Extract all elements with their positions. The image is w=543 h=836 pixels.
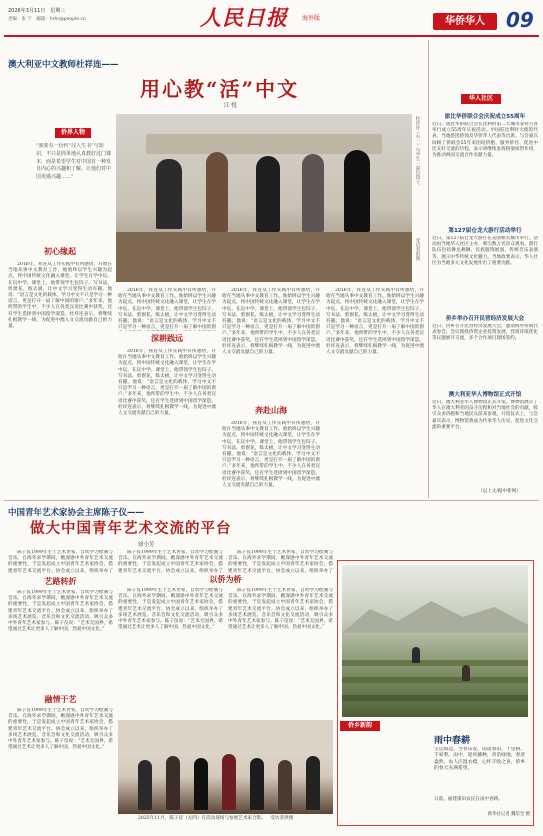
sidebar-source: （以上文/据中新网） [478, 489, 521, 494]
poem-body: 宝运海边，当春乐发。雨落春田，十里耕，千家犁。雨中，迎风播种，青苗绿地，春意盎然，农人汗湿衣襟，心怀丰收之喜，侨乡的春天充满希望。 [434, 747, 526, 772]
sidebar-news-1-title: 旅比华侨联合会庆祝成立55周年 [444, 114, 526, 120]
section-divider [4, 500, 539, 501]
field-row [342, 660, 528, 666]
mountain-shape [342, 593, 528, 633]
section-title: 华侨华人 [445, 16, 485, 27]
article1-body-col4: 2016年，祥连从工作实践中有所感悟，开始在当地从事中文教育工作。他始终以学生兴趣为起点，将中国传统文化融入课堂，让学生在学中玩、在玩中学。课堂上，他带领学生包饺子、写书法、剪窗花、练太极，让中文学习变得生动有趣。他说：“语言是文化的载体，学习中文不只是学习一种语言，更是打开一扇了解中国的窗户。”多年来，他所带的学生中，不少人在各类汉语比赛中获奖，还有学生选择到中国留学深造。杜祥连表示，将继续扎根教学一线，为促进中澳人文交流贡献自己的力量。 [326, 288, 424, 356]
person-figure [344, 150, 370, 232]
sidebar-news-3-title: 侨乡举办召开民营经济发展大会 [445, 316, 525, 322]
article1-subhead-2: 深耕践远 [151, 334, 183, 343]
poem-photo [342, 565, 528, 717]
sidebar-news-2-title: 第127届仓龙大游行活动举行 [448, 228, 522, 234]
person-figure [156, 159, 182, 229]
article2-body-col2: 陈子仪1999年生于艺术世家，自幼学习绘画与音乐。在海外求学期间，她深感中外青年艺术交流的重要性，于是发起成立中国青年艺术家协会，搭建青年艺术交流平台。协会成立以来，组织举办了 [118, 550, 223, 574]
sidebar-news-3-body: 近日，侨乡召开民营经济发展大会，邀请海外侨商代表参会。会议围绕侨资企业投资发展、营商环境优化等议题展开交流，多个合作项目现场签约。 [432, 324, 538, 342]
person-figure [166, 756, 180, 810]
article1-author: 江 悦 [224, 103, 237, 109]
person-figure [256, 156, 280, 232]
masthead-edition: 海外版 [302, 15, 321, 22]
article2-subhead-2: 以侨为桥 [209, 575, 242, 584]
article2-photo-caption: 2025年11月，陈子仪（左四）在活动现场与参展艺术家合影。 受访者供图 [138, 816, 294, 821]
article1-photo-credit: 受访者供图 [415, 238, 420, 261]
page-number: 09 [506, 8, 534, 32]
article1-quote: “我要有一份传“汉人生书”与知识，不只是简单地认真教好这门课本，而是希望学生对中国有一种发自内心的兴趣和了解，让他们对中国更感兴趣……” [36, 143, 112, 181]
article2-body-col1b: 陈子仪1999年生于艺术世家，自幼学习绘画与音乐。在海外求学期间，她深感中外青年艺术交流的重要性，于是发起成立中国青年艺术家协会，搭建青年艺术交流平台。协会成立以来，组织举办了多场艺术展览、音乐会和文化交流活动，吸引众多中外青年艺术家参与。陈子仪说：“艺术无国界，希望通过艺术让更多人了解中国、热爱中国文化。” [8, 708, 113, 751]
column-label-qiaoxiang-xinyun: 侨乡新韵 [340, 721, 380, 731]
article1-title: 用心教“活”中文 [140, 77, 300, 101]
person-figure [206, 152, 228, 232]
field-row [342, 695, 528, 701]
person-figure [222, 754, 236, 810]
person-figure [194, 758, 208, 810]
page-header [0, 0, 543, 36]
article1-body-col3b: 2016年，祥连从工作实践中有所感悟，开始在当地从事中文教育工作。他始终以学生兴趣为起点，将中国传统文化融入课堂，让学生在学中玩、在玩中学。课堂上，他带领学生包饺子、写书法、剪窗花、练太极，让中文学习变得生动有趣。他说：“语言是文化的载体，学习中文不只是学习一种语言，更是打开一扇了解中国的窗户。”多年来，他所带的学生中，不少人在各类汉语比赛中获奖，还有学生选择到中国留学深造。杜祥连表示，将继续扎根教学一线，为促进中澳人文交流贡献自己的力量。 [222, 421, 320, 489]
table-surface [116, 232, 412, 282]
article2-body-col3: 陈子仪1999年生于艺术世家，自幼学习绘画与音乐。在海外求学期间，她深感中外青年艺术交流的重要性，于是发起成立中国青年艺术家协会，搭建青年艺术交流平台。协会成立以来，组织举办了 [228, 550, 333, 574]
column-label-huaren-shequ: 华人社区 [461, 94, 501, 104]
section-badge [433, 13, 497, 30]
article2-photo [118, 720, 333, 814]
article1-kicker: 澳大利亚中文教师杜祥连—— [8, 60, 119, 70]
person-figure [278, 760, 292, 810]
article2-intro: 陈子仪1999年生于艺术世家，自幼学习绘画与音乐。在海外求学期间，她深感中外青年艺术交流的重要性，于是发起成立中国青年艺术家协会，搭建青年艺术交流平台。协会成立以来，组织举办了 [8, 550, 113, 574]
article1-subhead-1: 初心缘起 [44, 247, 76, 256]
header-divider [4, 35, 539, 37]
article2-body-col2b: 陈子仪1999年生于艺术世家，自幼学习绘画与音乐。在海外求学期间，她深感中外青年艺术交流的重要性，于是发起成立中国青年艺术家协会，搭建青年艺术交流平台。协会成立以来，组织举办了多场艺术展览、音乐会和文化交流活动，吸引众多中外青年艺术家参与。陈子仪说：“艺术无国界，希望通过艺术让更多人了解中国、热爱中国文化。” [118, 588, 223, 631]
sidebar-news-4-body: 近日，澳大利亚华人博物馆正式开馆。博物馆展示了华人在澳大利亚的奋斗历程和对当地社会的贡献，吸引众多侨胞和当地民众前来参观。开馆仪式上，与会嘉宾表示，博物馆将成为传承华人历史、促进文化交流的重要平台。 [432, 400, 538, 430]
person-figure [306, 756, 320, 810]
farmer-figure [412, 647, 420, 663]
article1-body-col1: 2016年，祥连从工作实践中有所感悟，开始在当地从事中文教育工作。他始终以学生兴趣为起点，将中国传统文化融入课堂，让学生在学中玩、在玩中学。课堂上，他带领学生包饺子、写书法、剪窗花、练太极，让中文学习变得生动有趣。他说：“语言是文化的载体，学习中文不只是学习一种语言，更是打开一扇了解中国的窗户。”多年来，他所带的学生中，不少人在各类汉语比赛中获奖，还有学生选择到中国留学深造。杜祥连表示，将继续扎根教学一线，为促进中澳人文交流贡献自己的力量。 [8, 262, 112, 330]
article1-subhead-3: 奔赴山海 [255, 406, 287, 415]
poem-title: 雨中春耕 [434, 736, 471, 746]
person-figure [138, 760, 152, 810]
article1-body-col2b: 2016年，祥连从工作实践中有所感悟，开始在当地从事中文教育工作。他始终以学生兴趣为起点，将中国传统文化融入课堂，让学生在学中玩、在玩中学。课堂上，他带领学生包饺子、写书法、剪窗花、练太极，让中文学习变得生动有趣。他说：“语言是文化的载体，学习中文不只是学习一种语言，更是打开一扇了解中国的窗户。”多年来，他所带的学生中，不少人在各类汉语比赛中获奖，还有学生选择到中国留学深造。杜祥连表示，将继续扎根教学一线，为促进中澳人文交流贡献自己的力量。 [118, 349, 216, 417]
sidebar-news-1-body: 近日，旅比华侨联合会在比利时第二大城市安特卫普举行成立55周年庆祝活动。中国驻比利时大使馆代表、当地侨团侨领及华侨华人代表等出席。与会嘉宾回顾了侨联会55年来团结侨胞、服务侨社、促进中比友好交流的历程，表示将继续发挥桥梁纽带作用，为推动两国交流合作贡献力量。 [432, 122, 538, 159]
sidebar-divider [428, 40, 429, 498]
sidebar-news-2-body: 近日，第127届仓龙大游行在美国相关城市举行。活动由当地华人社区主办，吸引数万名民众观看。游行队伍包括舞龙舞狮、民族服饰展演、传统音乐表演等，展示中华传统文化魅力。当地政要表示，华人社区为当地多元文化发展作出了重要贡献。 [432, 236, 538, 266]
poem-photo-credit: 新华社记者 魏培全 摄 [487, 812, 530, 817]
person-figure [302, 154, 324, 232]
article2-subhead-1: 艺路转折 [44, 577, 77, 586]
article1-body-col2: 2016年，祥连从工作实践中有所感悟，开始在当地从事中文教育工作。他始终以学生兴趣为起点，将中国传统文化融入课堂，让学生在学中玩、在玩中学。课堂上，他带领学生包饺子、写书法、剪窗花、练太极，让中文学习变得生动有趣。他说：“语言是文化的载体，学习中文不只是学习一种语言，更是打开一扇了解中国的窗 [118, 288, 216, 331]
sidebar-news-4-title: 澳大利亚华人博物馆正式开馆 [448, 392, 522, 398]
article2-kicker: 中国青年艺术家协会主席陈子仪—— [8, 508, 145, 518]
farmer-figure [462, 665, 470, 681]
article2-title: 做大中国青年艺术交流的平台 [30, 520, 232, 537]
masthead-logo: 人民日报 [200, 5, 288, 30]
article2-body-col1: 陈子仪1999年生于艺术世家，自幼学习绘画与音乐。在海外求学期间，她深感中外青年艺术交流的重要性，于是发起成立中国青年艺术家协会，搭建青年艺术交流平台。协会成立以来，组织举办了多场艺术展览、音乐会和文化交流活动，吸引众多中外青年艺术家参与。陈子仪说：“艺术无国界，希望通过艺术让更多人了解中国、热爱中国文化。” [8, 590, 113, 633]
article1-body-col3: 2016年，祥连从工作实践中有所感悟，开始在当地从事中文教育工作。他始终以学生兴趣为起点，将中国传统文化融入课堂，让学生在学中玩、在玩中学。课堂上，他带领学生包饺子、写书法、剪窗花、练太极，让中文学习变得生动有趣。他说：“语言是文化的载体，学习中文不只是学习一种语言，更是打开一扇了解中国的窗户。”多年来，他所带的学生中，不少人在各类汉语比赛中获奖，还有学生选择到中国留学深造。杜祥连表示，将继续扎根教学一线，为促进中澳人文交流贡献自己的力量。 [222, 288, 320, 356]
article2-author: 徐小芳 [138, 542, 155, 548]
article1-photo [116, 114, 412, 282]
article2-subhead-3: 融情于艺 [44, 695, 77, 704]
poem-box [337, 560, 534, 826]
issue-date: 2026年3月11日 星期三 [8, 8, 66, 14]
poem-photo-caption: 日前，福建莆田农民在雨中春耕。 [434, 797, 503, 802]
article1-photo-caption: 杜祥连（右一）与学生一起包饺子。 [415, 116, 420, 188]
column-label-qiaojie: 侨界人物 [55, 128, 91, 138]
person-figure [250, 758, 264, 810]
field-row [342, 677, 528, 683]
article2-body-col3b: 陈子仪1999年生于艺术世家，自幼学习绘画与音乐。在海外求学期间，她深感中外青年艺术交流的重要性，于是发起成立中国青年艺术家协会，搭建青年艺术交流平台。协会成立以来，组织举办了多场艺术展览、音乐会和文化交流活动，吸引众多中外青年艺术家参与。陈子仪说：“艺术无国界，希望通过艺术让更多人了解中国、热爱中国文化。” [228, 588, 333, 631]
editor-line: 责编：张 宁 邮箱：hrhr@people.cn [8, 17, 86, 22]
